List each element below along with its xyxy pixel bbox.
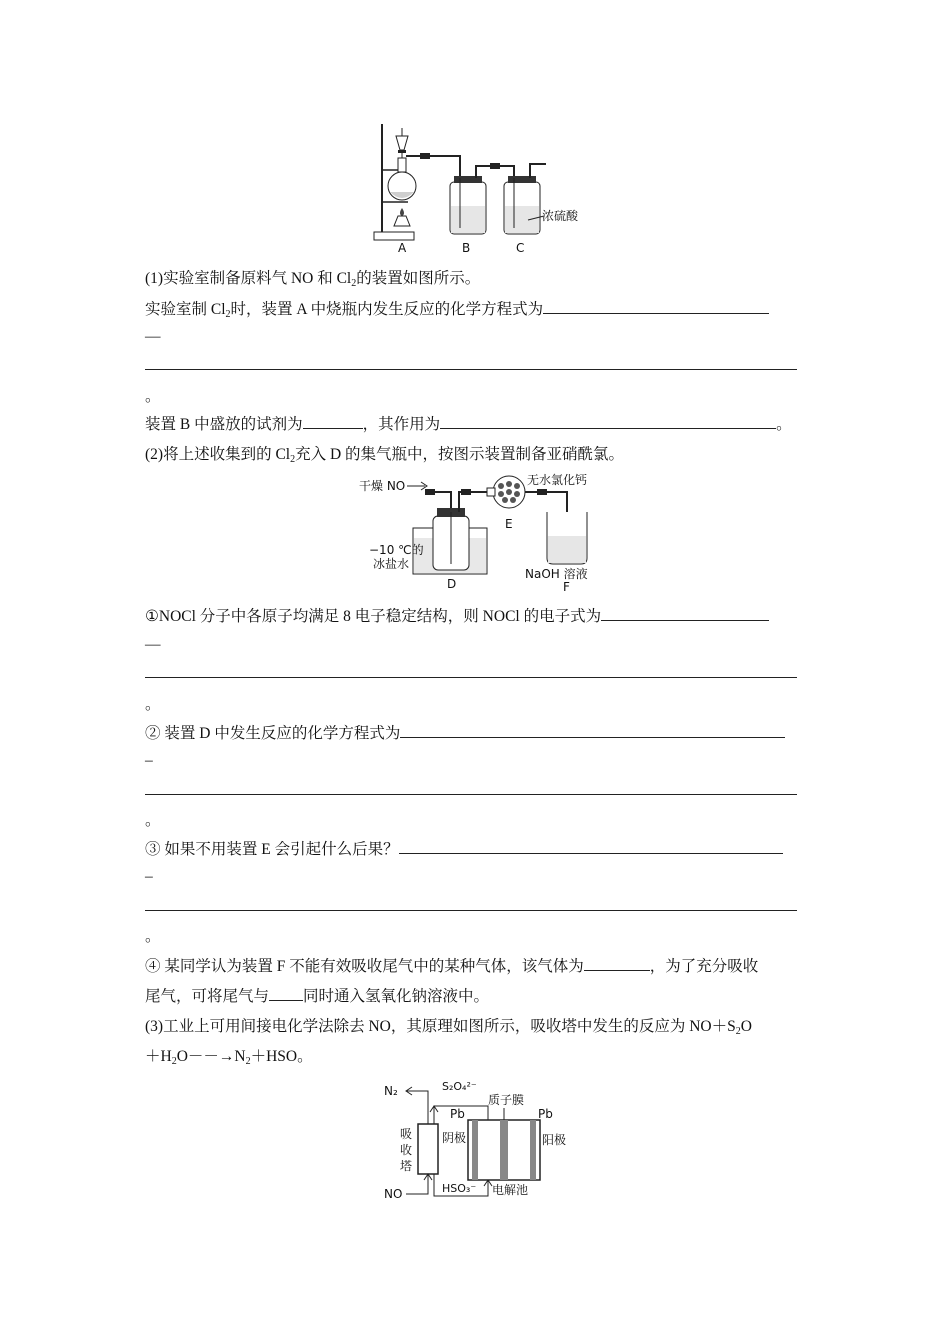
q2-sub1: ①NOCl 分子中各原子均满足 8 电子稳定结构，则 NOCl 的电子式为	[145, 604, 769, 626]
answer-blank[interactable]	[400, 736, 785, 738]
label-d: D	[447, 577, 457, 591]
q1-dash: —	[145, 328, 161, 345]
q1-line2: 实验室制 $Cl_2$时，装置 A 中烧瓶内发生反应的化学方程式为	[145, 297, 769, 320]
q2-sub2: ② 装置 D 中发生反应的化学方程式为	[145, 721, 785, 743]
anode-label: 阳极	[542, 1133, 567, 1147]
pb-left-label: Pb	[450, 1107, 465, 1121]
q2-intro: (2)将上述收集到的 $Cl_2$充入 D 的集气瓶中，按图示装置制备亚硝酰氯。	[145, 446, 625, 465]
separatory-funnel	[396, 136, 408, 150]
figure-nocl-preparation	[355, 472, 605, 592]
answer-line[interactable]	[145, 910, 797, 911]
q2-sub1-end: 。	[145, 696, 161, 713]
label-e: E	[505, 517, 513, 531]
proton-membrane	[500, 1120, 508, 1180]
hso3-label: HSO₃⁻	[442, 1182, 477, 1195]
answer-blank[interactable]	[543, 312, 769, 314]
label-c: C	[516, 241, 525, 255]
q1-intro: (1)实验室制备原料气 NO 和 $Cl_2$的装置如图所示。	[145, 270, 481, 289]
q3-line1: (3)工业上可用间接电化学法除去 NO，其原理如图所示，吸收塔中发生的反应为 $NO+S_2O$	[145, 1018, 752, 1037]
cathode-label: 阴极	[442, 1131, 467, 1145]
q2-sub3-end: 。	[145, 928, 161, 945]
temp-label: −10 ℃的	[369, 543, 424, 557]
cathode-plate	[472, 1120, 478, 1180]
answer-blank[interactable]	[303, 427, 363, 429]
cell-label: 电解池	[492, 1183, 529, 1197]
tower-char-2: 收	[400, 1143, 413, 1157]
q2-sub4-line1: ④ 某同学认为装置 F 不能有效吸收尾气中的某种气体，该气体为 ，为了充分吸收	[145, 958, 759, 975]
answer-blank[interactable]	[440, 427, 776, 429]
answer-blank[interactable]	[269, 999, 303, 1001]
stand-base	[374, 232, 414, 240]
pb-right-label: Pb	[538, 1107, 553, 1121]
label-a: A	[398, 241, 407, 255]
q2-sub4-line2: 尾气，可将尾气与 同时通入氢氧化钠溶液中。	[145, 988, 490, 1005]
tower-char-1: 吸	[400, 1127, 413, 1141]
answer-line[interactable]	[145, 794, 797, 795]
n2-label: N₂	[384, 1084, 398, 1098]
answer-line[interactable]	[145, 369, 797, 370]
figure-electrochemical-cell	[380, 1076, 580, 1206]
label-b: B	[462, 241, 471, 255]
absorption-tower	[418, 1124, 438, 1174]
answer-blank[interactable]	[601, 619, 769, 621]
answer-blank[interactable]	[584, 969, 650, 971]
q1-end-mark: 。	[145, 388, 161, 405]
q2-sub1-dash: —	[145, 636, 161, 653]
q1-reagent-line: 装置 B 中盛放的试剂为 ，其作用为 。	[145, 416, 792, 433]
acid-label: 浓硫酸	[542, 209, 579, 223]
answer-blank[interactable]	[399, 852, 783, 854]
alcohol-lamp	[394, 216, 410, 226]
ice-label: 冰盐水	[373, 557, 410, 571]
cacl2-label: 无水氯化钙	[527, 473, 588, 487]
figure-gas-generation-apparatus	[368, 120, 588, 260]
q2-sub3-dash: –	[145, 868, 153, 885]
s2o4-label: S₂O₄²⁻	[442, 1080, 477, 1093]
connecting-tube-ab	[406, 156, 460, 178]
no-label: NO	[384, 1187, 403, 1201]
q3-line2: $+H_2O--\to N_2+HSO$。	[145, 1048, 313, 1067]
label-f: F	[563, 580, 570, 592]
q2-sub3: ③ 如果不用装置 E 会引起什么后果？	[145, 837, 783, 859]
dry-no-label: 干燥 NO	[359, 479, 406, 493]
membrane-label: 质子膜	[488, 1093, 525, 1107]
naoh-label: NaOH 溶液	[525, 567, 588, 581]
anode-plate	[530, 1120, 536, 1180]
q2-sub2-dash: –	[145, 752, 153, 769]
q2-sub2-end: 。	[145, 812, 161, 829]
tower-char-3: 塔	[400, 1159, 413, 1173]
answer-line[interactable]	[145, 677, 797, 678]
